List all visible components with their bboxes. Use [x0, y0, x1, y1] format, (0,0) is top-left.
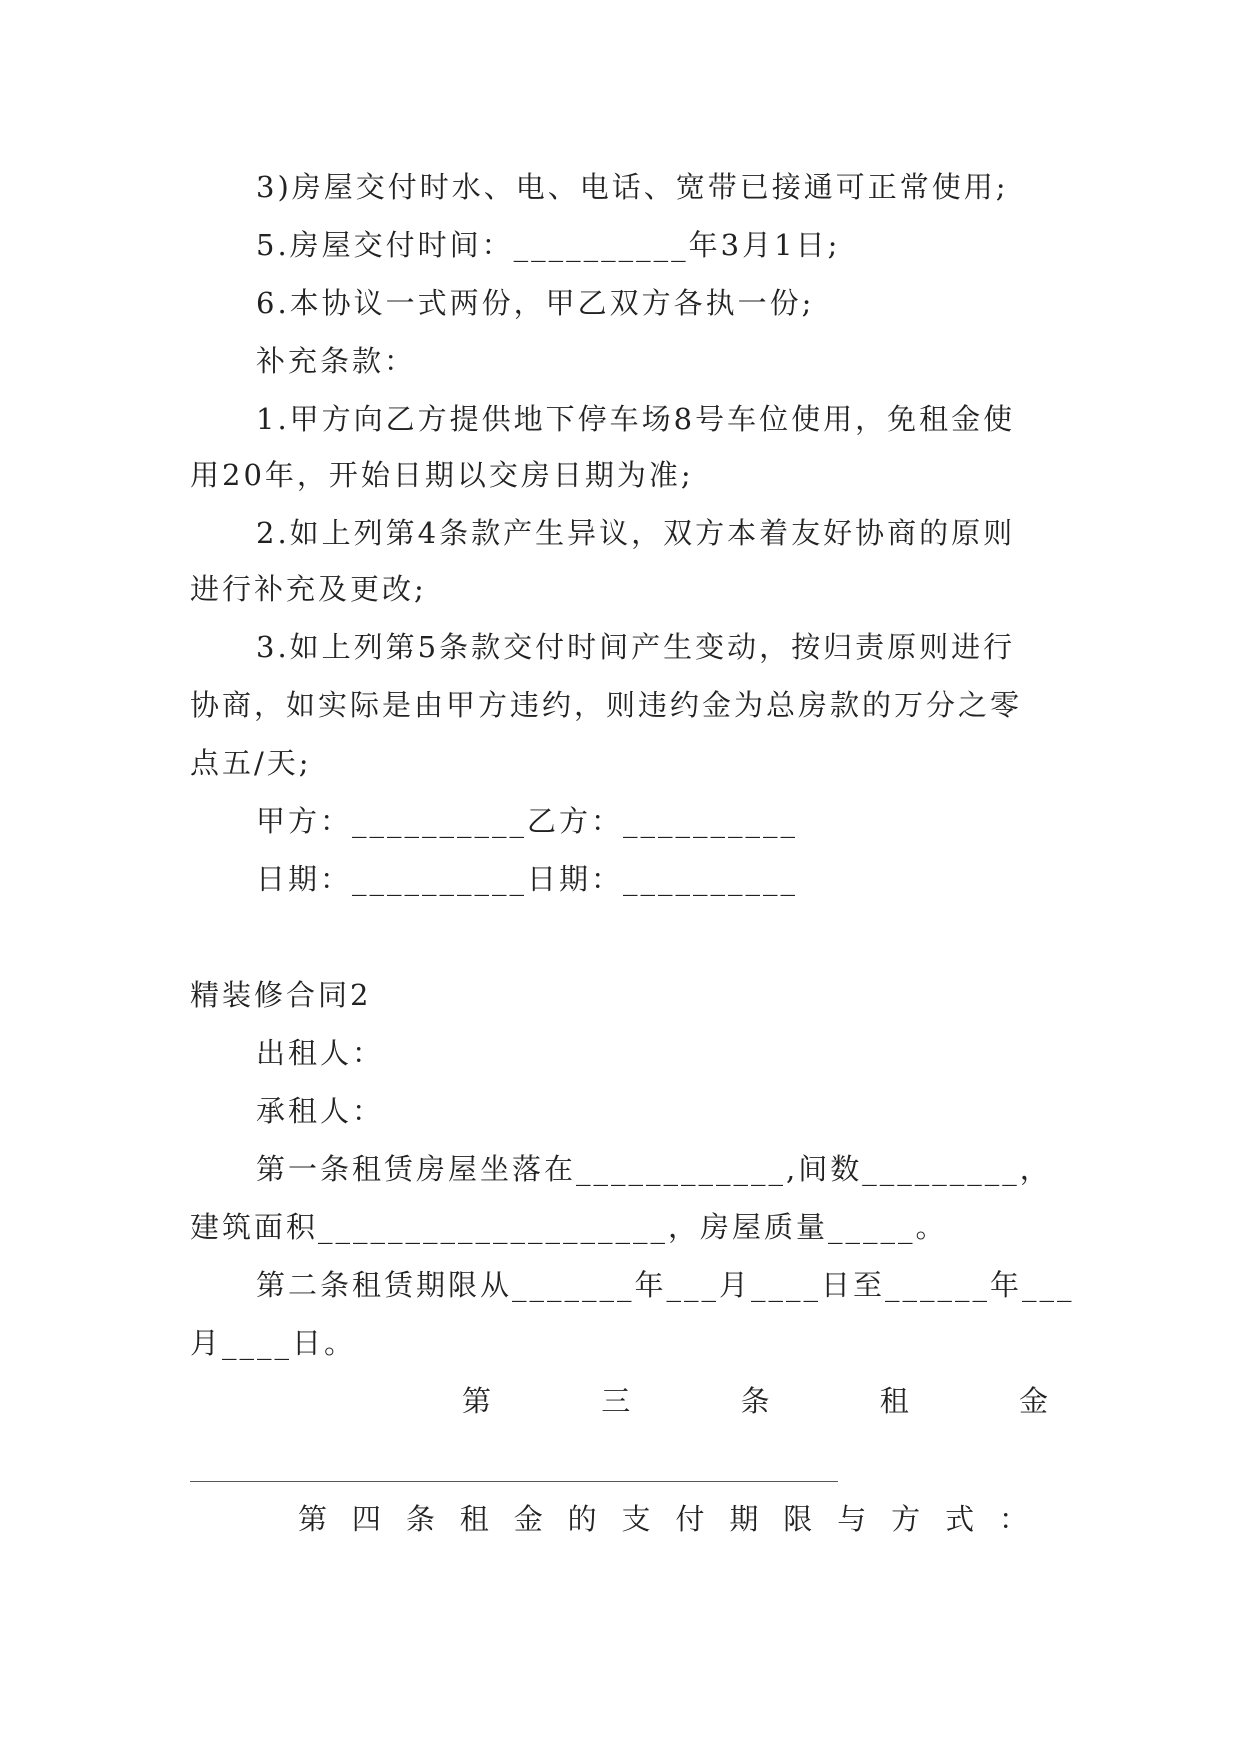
article-1-line1: 第一条租赁房屋坐落在____________,间数_________，	[256, 1152, 1052, 1186]
article-2-line2: 月____日。	[190, 1326, 357, 1360]
signature-parties: 甲方：__________乙方：__________	[256, 804, 799, 838]
supplement-3-line1: 3.如上列第5条款交付时间产生变动，按归责原则进行	[256, 630, 1016, 664]
article-2-line1: 第二条租赁期限从_______年___月____日至______年___	[256, 1268, 1075, 1302]
article-4-char: 的	[567, 1502, 597, 1536]
article-1-line2: 建筑面积____________________，房屋质量_____。	[190, 1210, 948, 1244]
article-3-char: 条	[740, 1384, 770, 1418]
article-4-char: 四	[351, 1502, 381, 1536]
article-4-char: 付	[675, 1502, 705, 1536]
article-4-char: 方	[891, 1502, 921, 1536]
contract-2-title: 精装修合同2	[190, 978, 372, 1012]
article-4-char: 金	[513, 1502, 543, 1536]
article-4-char: 与	[837, 1502, 867, 1536]
clause-handover-time: 5.房屋交付时间：__________年3月1日;	[256, 228, 841, 262]
supplement-3-line3: 点五/天;	[190, 746, 312, 780]
article-3-char: 第	[462, 1384, 492, 1418]
clause-copies: 6.本协议一式两份，甲乙双方各执一份;	[256, 286, 815, 320]
lessor-field: 出租人：	[256, 1036, 385, 1070]
article-4-char: ：	[998, 1502, 1028, 1536]
article-4-char: 期	[729, 1502, 759, 1536]
article-4-char: 第	[298, 1502, 328, 1536]
article-3-char: 租	[879, 1384, 909, 1418]
article-4-char: 式	[945, 1502, 975, 1536]
lessee-field: 承租人：	[256, 1094, 385, 1128]
supplement-2-line1: 2.如上列第4条款产生异议，双方本着友好协商的原则	[256, 516, 1016, 550]
article-3-heading	[462, 1382, 1048, 1420]
article-4-char: 条	[405, 1502, 435, 1536]
supplement-2-line2: 进行补充及更改;	[190, 572, 427, 606]
article-4-char: 限	[783, 1502, 813, 1536]
supplement-3-line2: 协商，如实际是由甲方违约，则违约金为总房款的万分之零	[190, 688, 1023, 722]
article-4-char: 支	[621, 1502, 651, 1536]
article-3-char: 金	[1018, 1384, 1048, 1418]
supplement-1-line1: 1.甲方向乙方提供地下停车场8号车位使用，免租金使	[256, 402, 1016, 436]
supplement-1-line2: 用20年，开始日期以交房日期为准;	[190, 458, 694, 492]
signature-dates: 日期：__________日期：__________	[256, 862, 799, 896]
supplementary-heading: 补充条款：	[256, 344, 417, 378]
rent-amount-blank-line	[190, 1481, 838, 1482]
article-3-char: 三	[601, 1384, 631, 1418]
clause-handover-utilities: 3)房屋交付时水、电、电话、宽带已接通可正常使用;	[256, 170, 1009, 204]
article-4-heading	[298, 1500, 1028, 1538]
article-4-char: 租	[459, 1502, 489, 1536]
